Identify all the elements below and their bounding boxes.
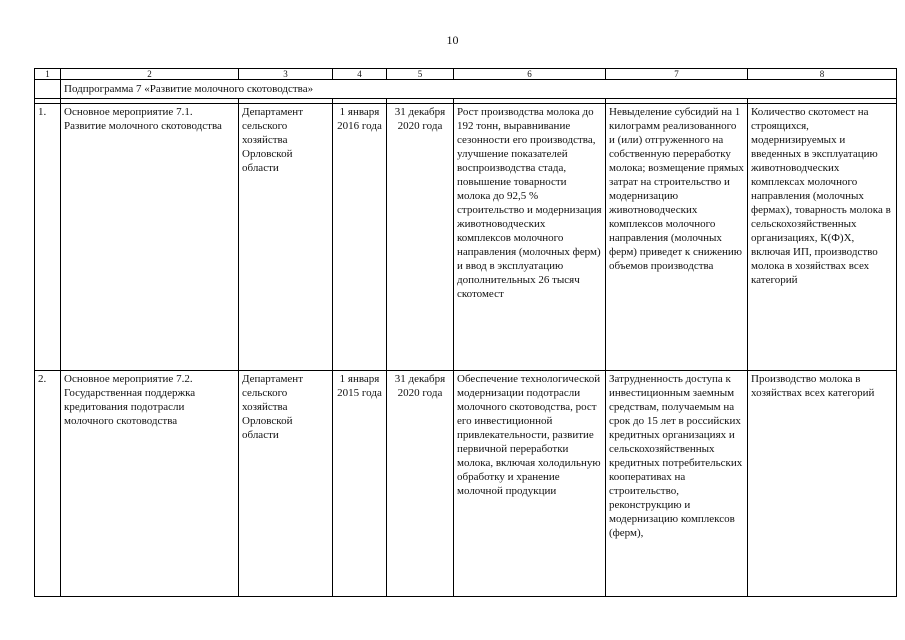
indicators-cell: Производство молока в хозяйствах всех категорий <box>748 371 897 597</box>
column-number-row <box>35 69 897 80</box>
subprogram-title: Подпрограмма 7 «Развитие молочного скотоводства» <box>61 80 897 99</box>
executor-cell: Департамент сельского хозяйства Орловской области <box>239 104 333 371</box>
column-number: 5 <box>387 69 454 80</box>
indicators-cell: Количество скотомест на строящихся, модернизируемых и введенных в эксплуатацию животноводческих комплексах молочного направления (молочных фермах), товарность молока в сельскохозяйственных организациях, К(Ф)Х, включая ИП, производство молока в хозяйствах всех категорий <box>748 104 897 371</box>
end-date-cell: 31 декабря 2020 года <box>387 104 454 371</box>
column-number: 2 <box>61 69 239 80</box>
executor-cell: Департамент сельского хозяйства Орловской области <box>239 371 333 597</box>
start-date-cell: 1 января 2016 года <box>333 104 387 371</box>
page-number: 10 <box>446 33 459 47</box>
row-number: 2. <box>35 371 61 597</box>
measure-cell: Основное мероприятие 7.1. Развитие молочного скотоводства <box>61 104 239 371</box>
result-cell: Обеспечение технологической модернизации подотрасли молочного скотоводства, рост его инвестиционной привлекательности, развитие первичной переработки молока, включая холодильную обработку и хранение молочной продукции <box>454 371 606 597</box>
consequences-cell: Затрудненность доступа к инвестиционным заемным средствам, получаемым на срок до 15 лет в российских кредитных организациях и сельскохозяйственных кредитных потребительских кооперативах на строительство, реконструкцию и модернизацию комплексов (ферм), <box>606 371 748 597</box>
program-table <box>34 68 897 597</box>
start-date-cell: 1 января 2015 года <box>333 371 387 597</box>
empty-cell <box>35 80 61 99</box>
column-number: 6 <box>454 69 606 80</box>
measure-cell: Основное мероприятие 7.2. Государственная поддержка кредитования подотрасли молочного скотоводства <box>61 371 239 597</box>
table-row <box>35 104 897 371</box>
result-cell: Рост производства молока до 192 тонн, выравнивание сезонности его производства, улучшение показателей воспроизводства стада, повышение товарности молока до 92,5 % строительство и модернизация животноводческих комплексов молочного направления (молочных ферм) и ввод в эксплуатацию дополнительных 26 тысяч скотомест <box>454 104 606 371</box>
end-date-cell: 31 декабря 2020 года <box>387 371 454 597</box>
column-number: 7 <box>606 69 748 80</box>
table-row <box>35 371 897 597</box>
subprogram-row <box>35 80 897 99</box>
column-number: 4 <box>333 69 387 80</box>
row-number: 1. <box>35 104 61 371</box>
column-number: 8 <box>748 69 897 80</box>
consequences-cell: Невыделение субсидий на 1 килограмм реализованного и (или) отгруженного на собственную переработку молока; возмещение прямых затрат на строительство и модернизацию животноводческих комплексов молочного направления (молочных ферм) приведет к снижению объемов производства <box>606 104 748 371</box>
column-number: 1 <box>35 69 61 80</box>
column-number: 3 <box>239 69 333 80</box>
